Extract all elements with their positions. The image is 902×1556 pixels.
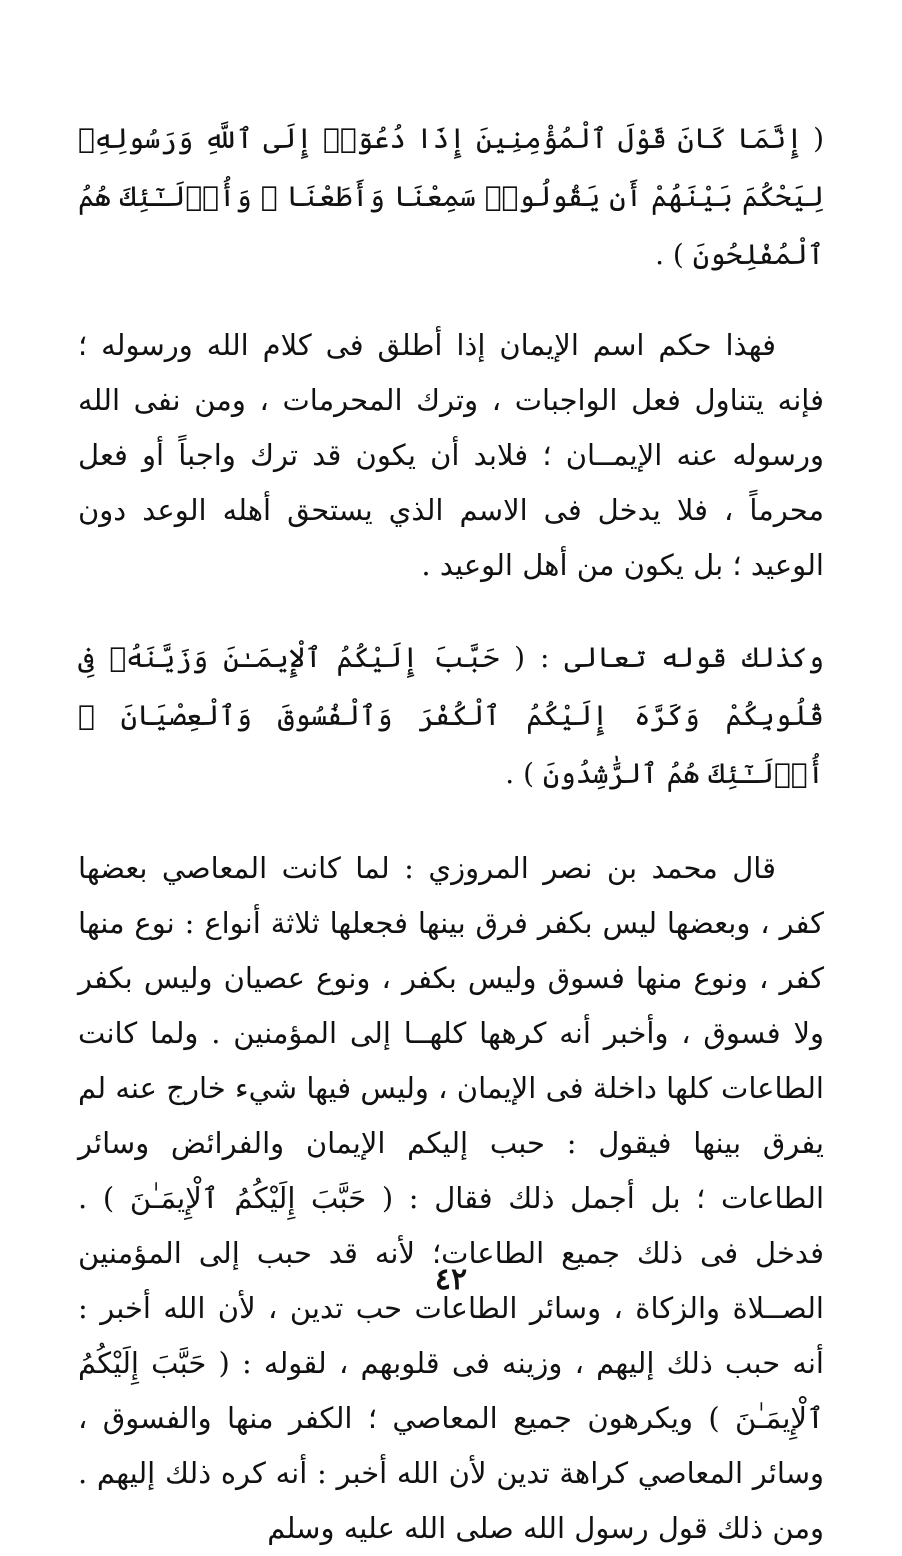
page-number: ٤٢: [434, 1262, 468, 1297]
quran-verse-quote: وكذلك قوله تعالى : ( حَبَّبَ إِلَيْكُمُ ٱلْإِيمَـٰنَ وَزَيَّنَهُۥ فِى قُلُوبِكُمْ وَكَرَّهَ إِلَيْكُمُ ٱلْكُفْرَ وَٱلْفُسُوقَ وَٱلْعِصْيَانَ ۚ أُو۟لَـٰٓئِكَ هُمُ ٱلرَّٰشِدُونَ ) .: [78, 641, 824, 790]
body-paragraph: فهذا حكم اسم الإيمان إذا أطلق فى كلام الله ورسوله ؛ فإنه يتناول فعل الواجبات ، وترك المحرمات ، ومن نفى الله ورسوله عنه الإيمــان ؛ فلابد أن يكون قد ترك واجباً أو فعل محرماً ، فلا يدخل فى الاسم الذي يستحق أهله الوعد دون الوعيد ؛ بل يكون من أهل الوعيد .: [78, 328, 824, 582]
quran-verse-quote: ( إِنَّمَا كَانَ قَوْلَ ٱلْمُؤْمِنِينَ إِذَا دُعُوٓا۟ إِلَى ٱللَّهِ وَرَسُولِهِۦ لِيَحْكُمَ بَيْنَهُمْ أَن يَقُولُوا۟ سَمِعْنَا وَأَطَعْنَا ۚ وَأُو۟لَـٰٓئِكَ هُمُ ٱلْمُفْلِحُونَ ) .: [78, 122, 824, 271]
body-paragraph: قال محمد بن نصر المروزي : لما كانت المعاصي بعضها كفر ، وبعضها ليس بكفر فرق بينها فجعلها ثلاثة أنواع : نوع منها كفر ، ونوع منها فسوق وليس بكفر ، ونوع عصيان وليس بكفر ولا فسوق ، وأخبر أنه كرهها كلهــا إلى المؤمنين . ولما كانت الطاعات كلها داخلة فى الإيمان ، وليس فيها شيء خارج عنه لم يفرق بينها فيقول : حبب إليكم الإيمان والفرائض وسائر الطاعات ؛ بل أجمل ذلك فقال : ( حَبَّبَ إِلَيْكُمُ ٱلْإِيمَـٰنَ ) . فدخل فى ذلك جميع الطاعات؛ لأنه قد حبب إلى المؤمنين الصــلاة والزكاة ، وسائر الطاعات حب تدين ، لأن الله أخبر : أنه حبب ذلك إليهم ، وزينه فى قلوبهم ، لقوله : ( حَبَّبَ إِلَيْكُمُ ٱلْإِيمَـٰنَ ) ويكرهون جميع المعاصي ؛ الكفر منها والفسوق ، وسائر المعاصي كراهة تدين لأن الله أخبر : أنه كره ذلك إليهم . ومن ذلك قول رسول الله صلى الله عليه وسلم: [78, 851, 824, 1545]
